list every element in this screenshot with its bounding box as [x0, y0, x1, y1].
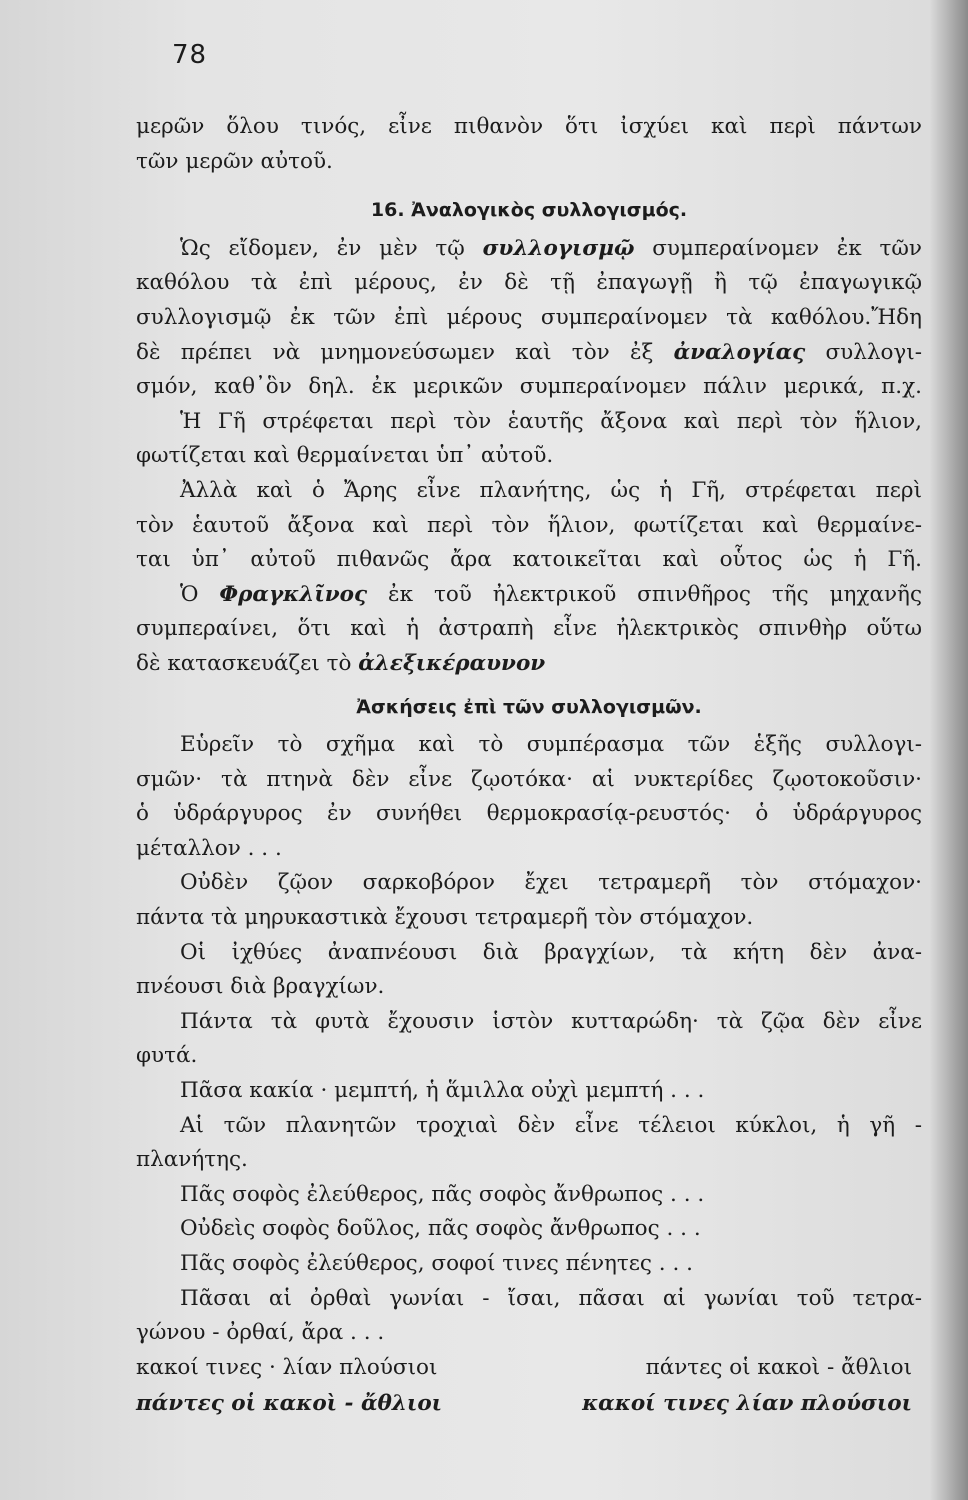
text-line: Ἡ Γῆ στρέφεται περὶ τὸν ἑαυτῆς ἄξονα καὶ περὶ τὸν ἥλιον,: [180, 408, 922, 434]
text-line: [136, 336, 922, 371]
premise-row: [136, 1351, 922, 1386]
text-line: σμόν, καθ᾽ὃν δηλ. ἐκ μερικῶν συμπεραίνομεν πάλιν μερικά, π.χ.: [136, 374, 922, 400]
text-line: μέταλλον . . .: [136, 835, 282, 861]
text-line: Πᾶς σοφὸς ἐλεύθερος, πᾶς σοφὸς ἄνθρωπος . . .: [180, 1181, 705, 1207]
text-line: σμῶν· τὰ πτηνὰ δὲν εἶνε ζῳοτόκα· αἱ νυκτερίδες ζῳοτοκοῦσιν·: [136, 766, 922, 792]
text-line: Πᾶσαι αἱ ὀρθαὶ γωνίαι - ἴσαι, πᾶσαι αἱ γωνίαι τοῦ τετρα-: [180, 1285, 922, 1311]
text-line: [136, 578, 922, 613]
text-run: Ὁ: [180, 581, 199, 607]
text-run: συμπεραίνομεν ἐκ τῶν: [652, 235, 922, 261]
text-line: καθόλου τὰ ἐπὶ μέρους, ἐν δὲ τῇ ἐπαγωγῇ ἢ τῷ ἐπαγωγικῷ: [136, 270, 922, 296]
page-number: 78: [172, 40, 208, 70]
text-line: φωτίζεται καὶ θερμαίνεται ὑπ᾽ αὐτοῦ.: [136, 443, 554, 469]
text-line: [136, 232, 922, 267]
text-line: [136, 647, 922, 682]
text-line: τὸν ἑαυτοῦ ἄξονα καὶ περὶ τὸν ἥλιον, φωτίζεται καὶ θερμαίνε-: [136, 512, 922, 538]
premise-right: πάντες οἱ κακοὶ - ἄθλιοι: [645, 1354, 912, 1380]
exercises-heading: Ἀσκήσεις ἐπὶ τῶν συλλογισμῶν.: [356, 695, 702, 718]
section-heading: 16. Ἀναλογικὸς συλλογισμός.: [370, 199, 688, 222]
text-line: ται ὑπ᾽ αὐτοῦ πιθανῶς ἄρα κατοικεῖται καὶ οὗτος ὡς ἡ Γῆ.: [136, 547, 922, 573]
premise-row-emphasis: [136, 1387, 922, 1422]
text-line: Πᾶς σοφὸς ἐλεύθερος, σοφοί τινες πένητες . . .: [180, 1251, 693, 1276]
emphasis-term: ἀλεξικέραυνον: [358, 650, 546, 676]
text-line: φυτά.: [136, 1043, 198, 1069]
premise-left: κακοί τινες · λίαν πλούσιοι: [136, 1354, 438, 1380]
text-run: δὲ κατασκευάζει τὸ: [136, 650, 352, 676]
text-line: συλλογισμῷ ἐκ τῶν ἐπὶ μέρους συμπεραίνομεν τὰ καθόλου.Ἤδη: [136, 304, 922, 330]
text-line: πλανήτης.: [136, 1147, 248, 1173]
text-line: Οἱ ἰχθύες ἀναπνέουσι διὰ βραγχίων, τὰ κήτη δὲν ἀνα-: [180, 939, 922, 965]
text-line: γώνου - ὀρθαί, ἄρα . . .: [136, 1320, 385, 1346]
text-line: πνέουσι διὰ βραγχίων.: [136, 974, 385, 1000]
text-line: Πᾶσα κακία · μεμπτή, ἡ ἅμιλλα οὐχὶ μεμπτή . . .: [180, 1078, 705, 1104]
text-line: Οὐδὲν ζῷον σαρκοβόρον ἔχει τετραμερῆ τὸν στόμαχον·: [180, 870, 922, 896]
text-line: μερῶν ὅλου τινός, εἶνε πιθανὸν ὅτι ἰσχύει καὶ περὶ πάντων: [136, 114, 922, 139]
text-line: πάντα τὰ μηρυκαστικὰ ἔχουσι τετραμερῆ τὸν στόμαχον.: [136, 905, 754, 931]
premise-right: κακοί τινες λίαν πλούσιοι: [582, 1391, 912, 1417]
emphasis-term: συλλογισμῷ: [482, 235, 635, 261]
text-line: Πάντα τὰ φυτὰ ἔχουσιν ἱστὸν κυτταρώδη· τὰ ζῷα δὲν εἶνε: [180, 1008, 922, 1034]
text-line: Εὑρεῖν τὸ σχῆμα καὶ τὸ συμπέρασμα τῶν ἑξῆς συλλογι-: [180, 732, 922, 758]
premise-left: πάντες οἱ κακοὶ - ἄθλιοι: [136, 1391, 443, 1417]
text-line: Αἱ τῶν πλανητῶν τροχιαὶ δὲν εἶνε τέλειοι κύκλοι, ἡ γῆ -: [180, 1112, 922, 1138]
text-run: δὲ πρέπει νὰ μνημονεύσωμεν καὶ τὸν ἐξ: [136, 339, 654, 365]
text-run: Ὡς εἴδομεν, ἐν μὲν τῷ: [180, 235, 465, 261]
text-line: Οὐδεὶς σοφὸς δοῦλος, πᾶς σοφὸς ἄνθρωπος . . .: [180, 1216, 701, 1242]
page-text: [136, 110, 922, 1422]
text-run: ἐκ τοῦ ἠλεκτρικοῦ σπινθῆρος τῆς μηχανῆς: [388, 581, 922, 607]
text-line: συμπεραίνει, ὅτι καὶ ἡ ἀστραπὴ εἶνε ἠλεκτρικὸς σπινθὴρ οὕτω: [136, 616, 922, 642]
text-line: Ἀλλὰ καὶ ὁ Ἄρης εἶνε πλανήτης, ὡς ἡ Γῆ, στρέφεται περὶ: [180, 477, 922, 503]
emphasis-term: Φραγκλῖνος: [219, 581, 368, 607]
emphasis-term: ἀναλογίας: [673, 339, 806, 365]
text-line: τῶν μερῶν αὐτοῦ.: [136, 148, 333, 174]
text-line: ὁ ὑδράργυρος ἐν συνήθει θερμοκρασίᾳ-ρευστός· ὁ ὑδράργυρος: [136, 801, 922, 827]
text-run: συλλογι-: [825, 339, 922, 365]
